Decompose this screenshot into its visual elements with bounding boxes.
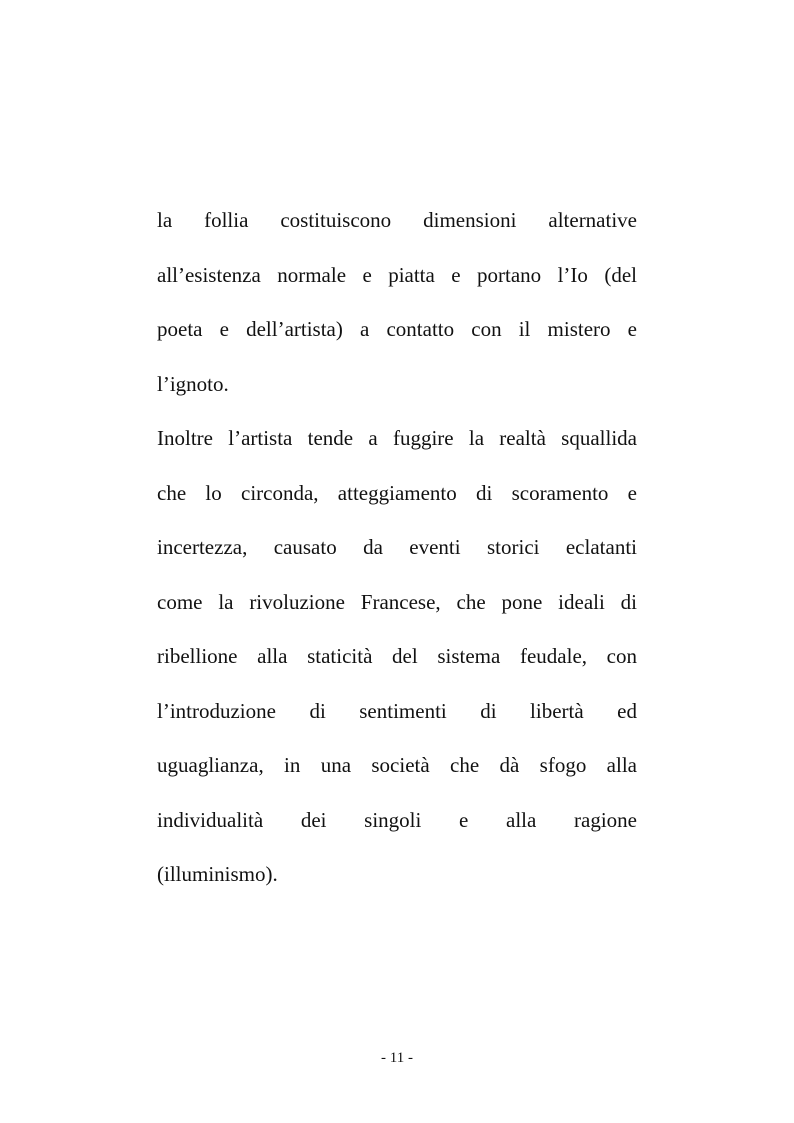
- text-line: uguaglianza, in una società che dà sfogo alla: [157, 753, 637, 777]
- text-line: che lo circonda, atteggiamento di scoramento e: [157, 480, 637, 505]
- text-line: come la rivoluzione Francese, che pone ideali di: [157, 589, 637, 614]
- body-text: [157, 200, 637, 909]
- text-line: ribellione alla staticità del sistema feudale, con: [157, 644, 637, 668]
- text-line: individualità dei singoli e alla ragione: [157, 807, 637, 832]
- page-number: - 11 -: [381, 1050, 413, 1066]
- text-line: l’ignoto.: [157, 371, 229, 396]
- text-line: poeta e dell’artista) a contatto con il mistero e: [157, 317, 637, 341]
- text-line: all’esistenza normale e piatta e portano l’Io (del: [157, 262, 637, 287]
- text-line: (illuminismo).: [157, 862, 278, 886]
- text-line: incertezza, causato da eventi storici eclatanti: [157, 535, 637, 559]
- text-line: Inoltre l’artista tende a fuggire la realtà squallida: [157, 426, 637, 450]
- text-line: la follia costituiscono dimensioni alternative: [157, 208, 637, 232]
- text-line: l’introduzione di sentimenti di libertà ed: [157, 698, 637, 723]
